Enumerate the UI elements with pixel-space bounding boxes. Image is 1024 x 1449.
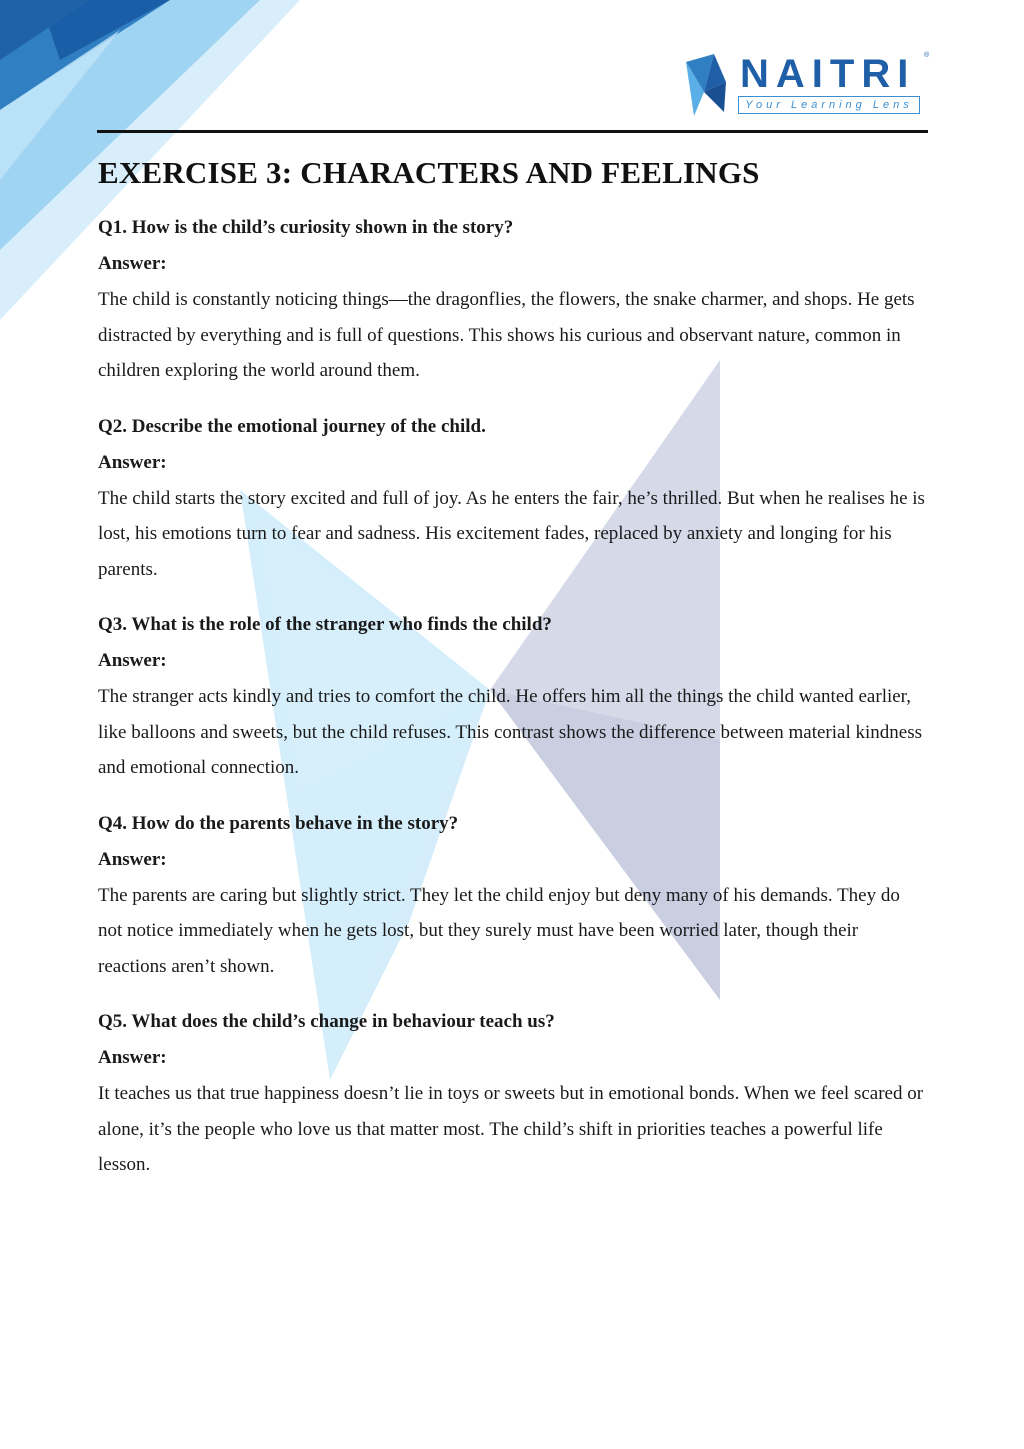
question-text: Q4. How do the parents behave in the story? [98,812,459,834]
header-divider [97,130,928,133]
answer-text: The parents are caring but slightly strict. They let the child enjoy but deny many of his demands. They do not notice immediately when he gets lost, but they surely must have been worried later, though their reactions aren’t shown. [98,884,900,977]
answer-text: It teaches us that true happiness doesn’t lie in toys or sweets but in emotional bonds. When we feel scared or alone, it’s the people who love us that matter most. The child’s shift in priorities teaches a powerful life lesson. [98,1083,924,1175]
page-title: EXERCISE 3: CHARACTERS AND FEELINGS [98,155,760,190]
answer-text: The child is constantly noticing things—the dragonflies, the flowers, the snake charmer, and shops. He gets distracted by everything and is full of questions. This shows his curious and observant nature, common in children exploring the world around them. [98,289,915,381]
brand-name: NAITRI [740,52,916,96]
question-text: Q1. How is the child’s curiosity shown in the story? [98,217,514,238]
answer-label: Answer: [98,650,167,671]
answer-text: The stranger acts kindly and tries to comfort the child. He offers him all the things the child wanted earlier, like balloons and sweets, but the child refuses. This contrast shows the difference between material kindness and emotional connection. [98,686,922,778]
answer-label: Answer: [98,253,167,274]
question-block-5 [98,1004,928,1183]
question-text: Q5. What does the child’s change in behaviour teach us? [98,1011,555,1032]
question-text: Q3. What is the role of the stranger who finds the child? [98,614,552,635]
question-block-1 [98,210,928,389]
answer-label: Answer: [98,848,167,870]
brand-logo [684,52,934,118]
question-block-2 [98,409,928,588]
answer-label: Answer: [98,451,167,473]
logo-mark-icon [684,52,738,118]
answer-label: Answer: [98,1047,167,1068]
answer-text: The child starts the story excited and full of joy. As he enters the fair, he’s thrilled. But when he realises he is lost, his emotions turn to fear and sadness. His excitement fades, replaced by anxiety and longing for his parents. [98,487,925,580]
question-block-4 [98,806,928,985]
question-block-3 [98,607,928,786]
registered-mark: ® [924,52,930,59]
exercise-content [98,150,928,1183]
brand-tagline: Your Learning Lens [738,96,920,114]
question-text: Q2. Describe the emotional journey of the child. [98,415,486,437]
